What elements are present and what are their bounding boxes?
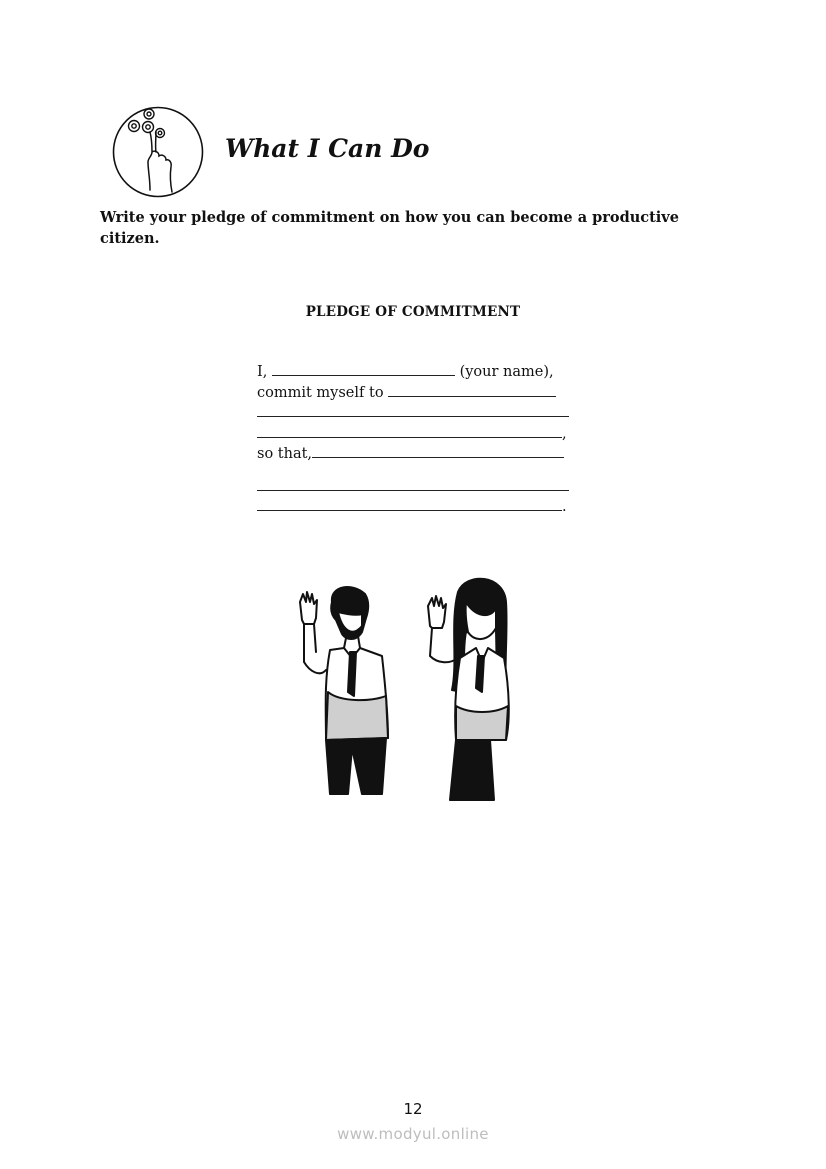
pledge-line-prefix: I, [257, 364, 268, 380]
pledge-blank-line [257, 476, 587, 497]
pledge-title [0, 304, 826, 320]
pledge-line-suffix: , [562, 425, 567, 442]
girl-raised-hand [428, 596, 446, 628]
pledge-line-prefix: so that, [257, 446, 313, 462]
pledge-line-suffix: (your name), [459, 364, 554, 380]
name-blank[interactable] [272, 361, 455, 376]
page-number: 12 [403, 1100, 423, 1118]
watermark: www.modyul.online [337, 1125, 489, 1143]
pledge-line-suffix: . [562, 499, 567, 515]
pledge-blank-line [257, 496, 587, 517]
so-that-blank-continued[interactable] [257, 476, 569, 491]
pledge-blank-line [257, 423, 587, 444]
so-that-blank[interactable] [312, 443, 564, 458]
two-students-raising-hands-illustration [290, 572, 520, 804]
pledge-so-that-line [257, 443, 587, 464]
pledge-form [257, 361, 587, 517]
commitment-blank[interactable] [388, 382, 556, 397]
commitment-blank-continued[interactable] [257, 402, 569, 417]
pledge-commit-line [257, 382, 587, 403]
pledge-line-prefix: commit myself to [257, 384, 384, 401]
boy-raised-hand [300, 592, 317, 624]
commitment-blank-end[interactable] [257, 423, 562, 438]
hand-with-gears-icon [112, 106, 204, 198]
so-that-blank-end[interactable] [257, 496, 562, 511]
pledge-title-text: PLEDGE OF COMMITMENT [305, 304, 521, 320]
instruction-text: Write your pledge of commitment on how you can become a productive citizen. [100, 209, 679, 247]
pledge-name-line [257, 361, 587, 382]
section-title: What I Can Do [225, 134, 430, 163]
pledge-blank-line [257, 402, 587, 423]
